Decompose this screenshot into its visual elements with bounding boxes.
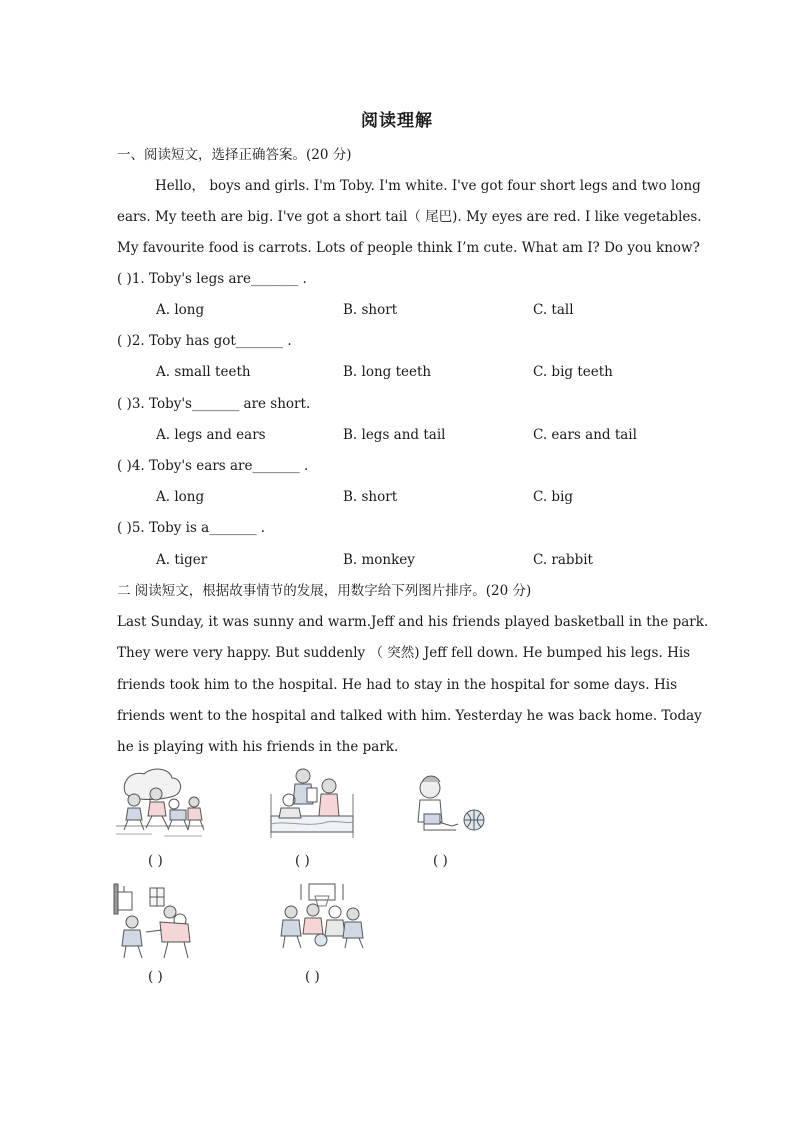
question-4-option-c: C. big — [533, 489, 574, 505]
question-5: ( )5. Toby is a_______ . — [117, 520, 266, 536]
children-playing-in-park-image — [112, 764, 208, 842]
question-5-option-a: A. tiger — [156, 552, 208, 568]
question-2-option-a: A. small teeth — [156, 364, 251, 380]
question-5-option-c: C. rabbit — [533, 552, 593, 568]
passage2-line-2: They were very happy. But suddenly （ 突然) Jeff fell down. He bumped his legs. His — [117, 645, 691, 661]
question-3: ( )3. Toby's_______ are short. — [117, 396, 311, 412]
passage2-line-1: Last Sunday, it was sunny and warm.Jeff and his friends played basketball in the park. — [117, 614, 709, 630]
question-1-option-b: B. short — [343, 302, 398, 318]
question-4: ( )4. Toby's ears are_______ . — [117, 458, 309, 474]
picture-4-answer-blank[interactable]: ( ) — [148, 969, 163, 985]
picture-5-answer-blank[interactable]: ( ) — [305, 969, 320, 985]
question-1-option-a: A. long — [156, 302, 205, 318]
boys-playing-basketball-image — [279, 882, 365, 952]
picture-3-answer-blank[interactable]: ( ) — [433, 853, 448, 869]
passage1-line-2: ears. My teeth are big. I've got a short tail（ 尾巴). My eyes are red. I like vegetables. — [117, 209, 702, 225]
passage1-line-1: Hello， boys and girls. I'm Toby. I'm white. I've got four short legs and two long — [155, 178, 701, 194]
picture-2-answer-blank[interactable]: ( ) — [295, 853, 310, 869]
picture-1-answer-blank[interactable]: ( ) — [148, 853, 163, 869]
question-3-option-a: A. legs and ears — [156, 427, 266, 443]
passage1-line-3: My favourite food is carrots. Lots of people think I’m cute. What am I? Do you know? — [117, 240, 700, 256]
question-5-option-b: B. monkey — [343, 552, 415, 568]
question-3-option-b: B. legs and tail — [343, 427, 446, 443]
boy-sitting-with-ball-image — [412, 772, 488, 838]
friends-visiting-hospital-image — [267, 764, 357, 842]
passage2-line-3: friends took him to the hospital. He had to stay in the hospital for some days. His — [117, 677, 677, 693]
section2-heading: 二 阅读短文，根据故事情节的发展，用数字给下列图片排序。(20 分) — [117, 583, 532, 599]
section1-heading: 一、阅读短文，选择正确答案。(20 分) — [117, 147, 352, 163]
page-title: 阅读理解 — [361, 111, 433, 131]
question-4-option-b: B. short — [343, 489, 398, 505]
question-3-option-c: C. ears and tail — [533, 427, 637, 443]
question-2-option-b: B. long teeth — [343, 364, 432, 380]
passage2-line-4: friends went to the hospital and talked with him. Yesterday he was back home. Today — [117, 708, 702, 724]
question-1-option-c: C. tall — [533, 302, 574, 318]
passage2-line-5: he is playing with his friends in the park. — [117, 739, 399, 755]
question-4-option-a: A. long — [156, 489, 205, 505]
question-2: ( )2. Toby has got_______ . — [117, 333, 292, 349]
boy-carried-by-friends-image — [112, 882, 196, 960]
question-1: ( )1. Toby's legs are_______ . — [117, 271, 307, 287]
question-2-option-c: C. big teeth — [533, 364, 613, 380]
